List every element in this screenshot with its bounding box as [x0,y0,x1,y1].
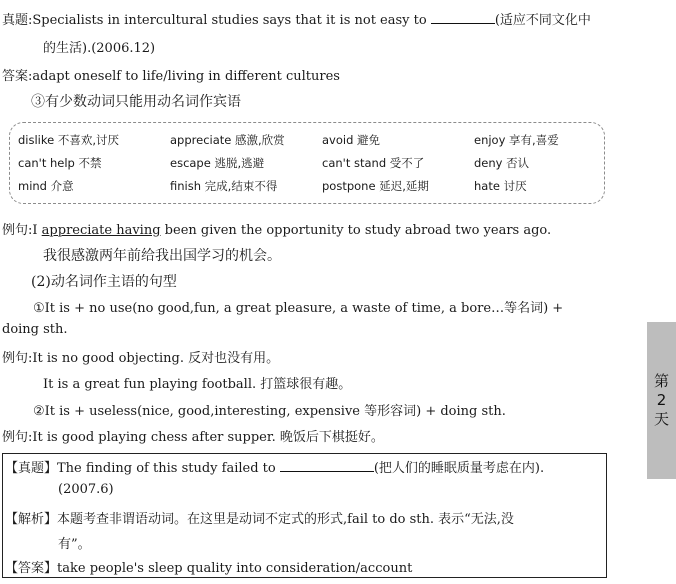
q1-line1 [2,9,591,28]
vocab-item: can't help 不禁 [18,156,102,170]
exam-answer-label: 【答案】 [5,561,58,576]
ex3-label: 例句: [2,430,33,445]
side-tab-char: 第 [653,372,669,390]
vocab-item: hate 讨厌 [474,179,527,193]
pattern1-line1: ①It is + no use(no good,fun, a great pleasure, a waste of time, a bore…等名词) + [33,301,564,316]
vocab-item: mind 介意 [18,179,74,193]
pattern2-line: ②It is + useless(nice, good,interesting, expensive 等形容词) + doing sth. [33,404,506,419]
side-tab-char: 2 [656,391,667,409]
vocab-item: finish 完成,结束不得 [170,179,278,193]
q1-text-end: (适应不同文化中 [494,13,591,28]
ex1-translation: 我很感激两年前给我出国学习的机会。 [43,248,281,264]
ex2-line [2,347,279,366]
exam-analysis-label: 【解析】 [5,512,58,527]
ex1-line [2,219,551,238]
exam-answer-line [5,557,412,576]
ex1-pre: I [32,223,42,238]
vocab-item: avoid 避免 [322,133,381,147]
side-day-tab [647,322,676,479]
exam-question-end: (把人们的睡眠质量考虑在内). [373,461,545,476]
rule3-heading: ③有少数动词只能用动名词作宾语 [31,94,241,110]
answer1-text: adapt oneself to life/living in different cultures [32,69,340,84]
answer1-label: 答案: [2,69,33,84]
vocab-item: enjoy 享有,喜爱 [474,133,559,147]
q1-label: 真题: [2,13,33,28]
ex3-line [2,426,384,445]
exam-analysis-text: 本题考查非谓语动词。在这里是动词不定式的形式,fail to do sth. 表示“无法,没 [57,512,514,527]
side-tab-char: 天 [653,410,669,428]
q1-line2: 的生活).(2006.12) [43,41,156,56]
exam-question-label: 【真题】 [5,461,58,476]
sec2-heading: (2)动名词作主语的句型 [31,274,177,290]
answer1-line [2,65,340,84]
vocab-item: appreciate 感激,欣赏 [170,133,285,147]
exam-question-year: (2007.6) [58,482,114,497]
exam-question-line1 [5,457,544,476]
exam-question-text: The finding of this study failed to [57,461,276,476]
side-tab-label [647,372,676,429]
vocab-item: can't stand 受不了 [322,156,425,170]
q1-blank [431,23,495,24]
ex1-underlined: appreciate having [41,223,161,238]
ex1-post: been given the opportunity to study abroad two years ago. [160,223,552,238]
ex3-text: It is good playing chess after supper. 晚饭后下棋挺好。 [32,430,384,445]
ex2-label: 例句: [2,351,33,366]
exam-analysis-line2: 有”。 [58,537,91,552]
ex2-line2: It is a great fun playing football. 打篮球很有趣。 [43,377,352,392]
ex1-label: 例句: [2,223,33,238]
exam-answer-text: take people's sleep quality into consideration/account [57,561,413,576]
vocab-item: dislike 不喜欢,讨厌 [18,133,120,147]
exam-blank [280,471,374,472]
vocab-item: deny 否认 [474,156,530,170]
pattern1-line2: doing sth. [2,322,68,337]
ex2-text: It is no good objecting. 反对也没有用。 [32,351,280,366]
vocab-item: escape 逃脱,逃避 [170,156,265,170]
exam-analysis-line1 [5,508,514,527]
vocab-item: postpone 延迟,延期 [322,179,429,193]
q1-text: Specialists in intercultural studies says that it is not easy to [32,13,427,28]
